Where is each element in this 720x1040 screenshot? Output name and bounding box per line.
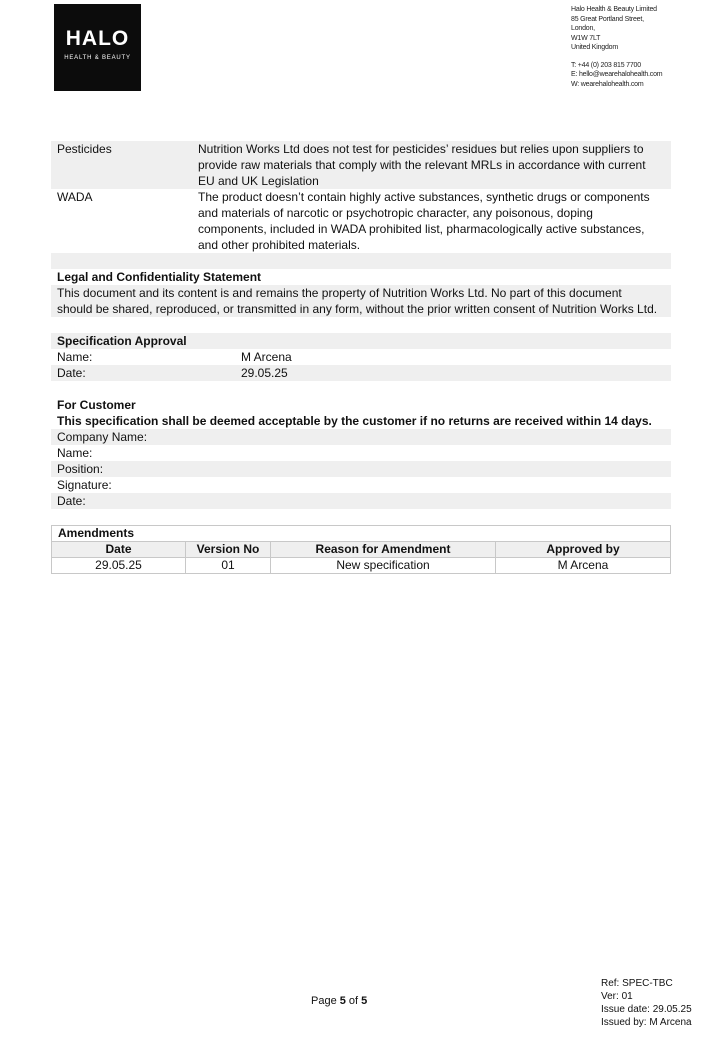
footer-issued-by: Issued by: M Arcena <box>601 1017 692 1028</box>
page-current: 5 <box>339 995 346 1007</box>
spec-label: Pesticides <box>57 142 112 156</box>
company-address <box>571 5 711 89</box>
approval-name-value: M Arcena <box>241 350 292 364</box>
cell-approved-by: M Arcena <box>496 558 671 574</box>
col-header-date: Date <box>52 542 186 558</box>
customer-statement-text: This specification shall be deemed acceptable by the customer if no returns are received within 14 days. <box>57 414 652 428</box>
customer-field-company <box>51 429 671 445</box>
footer-ref: Ref: SPEC-TBC <box>601 978 673 989</box>
document-body <box>51 141 671 574</box>
legal-statement-text: This document and its content is and remains the property of Nutrition Works Ltd. No part of this document should be shared, reproduced, or transmitted in any form, without the prior written consent of Nutrition Works Ltd. <box>57 286 658 316</box>
page-of: of <box>345 995 362 1007</box>
logo-main-text: HALO <box>65 27 130 50</box>
spec-text: The product doesn’t contain highly active substances, synthetic drugs or components and materials of narcotic or psychotropic character, any poisonous, doping components, included in WADA prohibited list, pharmacologically active substances, and other prohibited materials. <box>198 190 650 252</box>
footer-reference <box>601 977 692 1029</box>
company-line: Halo Health & Beauty Limited <box>571 6 657 13</box>
halo-logo <box>54 4 141 91</box>
customer-title <box>51 397 671 413</box>
approval-title-text: Specification Approval <box>57 334 187 348</box>
customer-field-label: Signature: <box>57 478 112 492</box>
legal-statement <box>51 285 671 317</box>
legal-title <box>51 269 671 285</box>
address-gap <box>571 53 711 61</box>
col-header-version: Version No <box>186 542 271 558</box>
spec-row-wada <box>51 189 671 253</box>
customer-title-text: For Customer <box>57 398 136 412</box>
contact-website: W: wearehalohealth.com <box>571 80 644 88</box>
company-line: London, <box>571 25 595 32</box>
spacer-row <box>51 381 671 397</box>
approval-name-row <box>51 349 671 365</box>
spec-text: Nutrition Works Ltd does not test for pesticides’ residues but relies upon suppliers to provide raw materials that comply with the relevant MRLs in accordance with current EU and UK Legislation <box>198 142 646 188</box>
spacer-row <box>51 317 671 333</box>
page-number <box>311 995 367 1007</box>
customer-statement <box>51 413 671 429</box>
company-line: 85 Great Portland Street, <box>571 15 644 23</box>
approval-date-label: Date: <box>57 366 86 380</box>
customer-field-label: Date: <box>57 494 86 508</box>
spec-label: WADA <box>57 190 93 204</box>
col-header-reason: Reason for Amendment <box>271 542 496 558</box>
customer-field-position <box>51 461 671 477</box>
logo-sub-text: HEALTH & BEAUTY <box>64 55 131 61</box>
page-total: 5 <box>361 995 368 1007</box>
page-prefix: Page <box>311 995 340 1007</box>
customer-field-date <box>51 493 671 509</box>
approval-date-row <box>51 365 671 381</box>
amendments-table <box>51 525 671 574</box>
customer-field-name <box>51 445 671 461</box>
spec-row-pesticides <box>51 141 671 189</box>
contact-email: E: hello@wearehalohealth.com <box>571 71 663 78</box>
approval-name-label: Name: <box>57 350 93 364</box>
table-row <box>52 558 671 574</box>
customer-field-label: Company Name: <box>57 430 148 444</box>
amendments-title-row <box>52 526 671 542</box>
footer-version: Ver: 01 <box>601 991 633 1002</box>
spacer-row <box>51 253 671 269</box>
company-line: United Kingdom <box>571 44 619 51</box>
cell-reason: New specification <box>271 558 496 574</box>
customer-field-label: Position: <box>57 462 104 476</box>
company-line: W1W 7LT <box>571 34 601 42</box>
customer-field-signature <box>51 477 671 493</box>
approval-date-value: 29.05.25 <box>241 366 288 380</box>
contact-phone: T: +44 (0) 203 815 7700 <box>571 61 641 69</box>
footer-issue-date: Issue date: 29.05.25 <box>601 1004 692 1015</box>
cell-version: 01 <box>186 558 271 574</box>
amendments-header-row <box>52 542 671 558</box>
amendments-title: Amendments <box>52 526 671 542</box>
approval-title <box>51 333 671 349</box>
cell-date: 29.05.25 <box>52 558 186 574</box>
spacer-row <box>51 509 671 525</box>
col-header-approved-by: Approved by <box>496 542 671 558</box>
customer-field-label: Name: <box>57 446 93 460</box>
legal-title-text: Legal and Confidentiality Statement <box>57 270 262 284</box>
